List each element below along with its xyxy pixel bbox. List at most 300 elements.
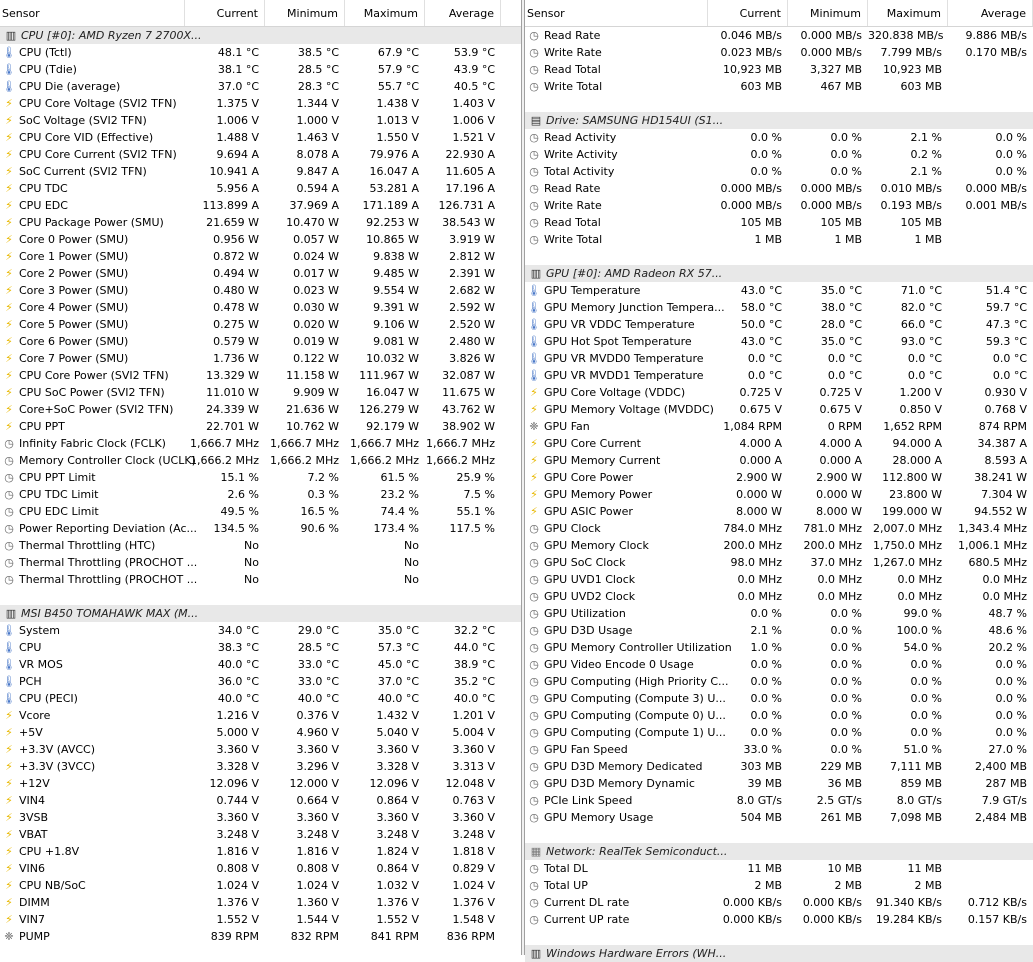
current-value: 0.000 W <box>736 488 782 501</box>
sensor-group-header[interactable] <box>525 945 1033 962</box>
average-value: 1,343.4 MHz <box>957 522 1027 535</box>
maximum-value: 0.010 MB/s <box>880 182 942 195</box>
column-header-maximum[interactable]: Maximum <box>345 0 425 26</box>
average-value: 43.762 W <box>442 403 495 416</box>
minimum-value: 0.0 % <box>830 165 862 178</box>
sensor-row[interactable] <box>525 537 1033 554</box>
sensor-label: Total DL <box>544 862 588 875</box>
sensor-label: Thermal Throttling (HTC) <box>19 539 156 552</box>
minimum-value: 0.0 °C <box>827 369 862 382</box>
sensor-row[interactable] <box>525 894 1033 911</box>
sensor-name <box>525 61 708 78</box>
sensor-name <box>0 639 185 656</box>
average-value <box>948 61 1033 78</box>
sensor-row[interactable] <box>0 503 521 520</box>
sensor-row[interactable] <box>525 61 1033 78</box>
maximum-value: No <box>404 556 419 569</box>
sensor-row[interactable] <box>525 78 1033 95</box>
sensor-row[interactable] <box>525 282 1033 299</box>
sensor-row[interactable] <box>525 214 1033 231</box>
clock-icon: ◷ <box>4 504 14 518</box>
sensor-name <box>525 418 708 435</box>
maximum-value: 199.000 W <box>882 505 942 518</box>
minimum-value: 0.000 MB/s <box>800 182 862 195</box>
sensor-name <box>0 44 185 61</box>
sensor-row[interactable] <box>0 78 521 95</box>
sensor-label: Core 6 Power (SMU) <box>19 335 129 348</box>
sensor-row[interactable] <box>0 146 521 163</box>
clock-icon: ◷ <box>529 164 539 178</box>
minimum-value: 1.463 V <box>296 131 339 144</box>
average-value: 3.919 W <box>449 233 495 246</box>
average-value: 38.543 W <box>442 216 495 229</box>
maximum-value: 19.284 KB/s <box>875 913 942 926</box>
minimum-value: 0.725 V <box>819 386 862 399</box>
average-value: 34.387 A <box>977 437 1027 450</box>
sensor-row[interactable] <box>0 418 521 435</box>
sensor-name <box>525 299 725 316</box>
minimum-value: 0.0 MHz <box>817 590 862 603</box>
sensor-name <box>525 537 708 554</box>
sensor-row[interactable] <box>0 809 521 826</box>
column-header-minimum[interactable]: Minimum <box>265 0 345 26</box>
column-header-sensor[interactable]: Sensor <box>525 0 708 26</box>
sensor-row[interactable] <box>0 163 521 180</box>
maximum-value: 1,652 RPM <box>883 420 942 433</box>
sensor-name <box>525 452 708 469</box>
average-value <box>425 571 501 588</box>
average-value: 0.157 KB/s <box>967 913 1027 926</box>
sensor-group-header[interactable] <box>0 605 521 622</box>
clock-icon: ◷ <box>529 589 539 603</box>
average-value: 3.360 V <box>452 811 495 824</box>
sensor-name <box>0 129 185 146</box>
sensor-row[interactable] <box>0 452 521 469</box>
sensor-row[interactable] <box>525 809 1033 826</box>
column-header-current[interactable]: Current <box>708 0 788 26</box>
sensor-name <box>525 180 708 197</box>
sensor-row[interactable] <box>0 214 521 231</box>
sensor-label: VIN7 <box>19 913 45 926</box>
lightning-icon: ⚡ <box>5 334 13 348</box>
sensor-row[interactable] <box>525 758 1033 775</box>
sensor-row[interactable] <box>0 622 521 639</box>
sensor-row[interactable] <box>0 384 521 401</box>
sensor-row[interactable] <box>0 367 521 384</box>
maximum-value: 1.013 V <box>376 114 419 127</box>
current-value: 1.488 V <box>216 131 259 144</box>
sensor-name <box>525 350 708 367</box>
sensor-row[interactable] <box>0 690 521 707</box>
sensor-row[interactable] <box>0 826 521 843</box>
sensor-row[interactable] <box>525 656 1033 673</box>
sensor-name <box>0 486 185 503</box>
minimum-value: 200.0 MHz <box>803 539 862 552</box>
sensor-label: Core 0 Power (SMU) <box>19 233 129 246</box>
sensor-row[interactable] <box>0 350 521 367</box>
sensor-row[interactable] <box>525 350 1033 367</box>
group-label-text: Network: RealTek Semiconduct... <box>546 845 728 858</box>
current-value: 0.725 V <box>739 386 782 399</box>
average-value: 25.9 % <box>456 471 495 484</box>
minimum-value: 0.0 MHz <box>817 573 862 586</box>
sensor-row[interactable] <box>525 571 1033 588</box>
fan-icon: ❈ <box>529 419 539 433</box>
sensor-name <box>0 673 185 690</box>
sensor-row[interactable] <box>0 129 521 146</box>
sensor-name <box>0 758 185 775</box>
sensor-label: CPU <box>19 641 42 654</box>
current-value: 3.360 V <box>216 743 259 756</box>
sensor-row[interactable] <box>525 418 1033 435</box>
sensor-row[interactable] <box>525 877 1033 894</box>
group-label-text: Windows Hardware Errors (WH... <box>546 947 727 960</box>
sensor-name <box>0 707 185 724</box>
sensor-row[interactable] <box>525 622 1033 639</box>
sensor-row[interactable] <box>525 333 1033 350</box>
lightning-icon: ⚡ <box>5 725 13 739</box>
average-value: 0.0 °C <box>992 352 1027 365</box>
spacer-row <box>525 95 1033 112</box>
sensor-row[interactable] <box>0 248 521 265</box>
column-header-average[interactable]: Average <box>425 0 501 26</box>
sensor-row[interactable] <box>0 282 521 299</box>
sensor-row[interactable] <box>525 741 1033 758</box>
spacer-row <box>0 588 521 605</box>
thermometer-icon: 🌡 <box>527 300 541 314</box>
sensor-row[interactable] <box>0 95 521 112</box>
sensor-name <box>0 197 185 214</box>
average-value: 2,400 MB <box>974 760 1027 773</box>
average-value: 1.201 V <box>452 709 495 722</box>
minimum-value: 10 MB <box>827 862 862 875</box>
sensor-name <box>0 911 185 928</box>
sensor-group-header[interactable] <box>525 265 1033 282</box>
sensor-row[interactable] <box>525 452 1033 469</box>
minimum-value: 0 RPM <box>827 420 862 433</box>
minimum-value: 0.0 % <box>830 624 862 637</box>
minimum-value: 467 MB <box>820 80 862 93</box>
sensor-group-header[interactable] <box>525 112 1033 129</box>
sensor-row[interactable] <box>525 639 1033 656</box>
average-value: 0.170 MB/s <box>965 46 1027 59</box>
clock-icon: ◷ <box>4 436 14 450</box>
column-header-maximum[interactable]: Maximum <box>868 0 948 26</box>
average-value: 0.0 % <box>995 148 1027 161</box>
sensor-row[interactable] <box>0 112 521 129</box>
minimum-value: 0.808 V <box>296 862 339 875</box>
current-value: 0.956 W <box>213 233 259 246</box>
minimum-value: 0.664 V <box>296 794 339 807</box>
sensor-row[interactable] <box>0 928 521 945</box>
sensor-row[interactable] <box>0 724 521 741</box>
sensor-row[interactable] <box>525 673 1033 690</box>
sensor-row[interactable] <box>0 554 521 571</box>
sensor-row[interactable] <box>0 911 521 928</box>
average-value: 0.0 MHz <box>982 573 1027 586</box>
clock-icon: ◷ <box>529 878 539 892</box>
minimum-value: 0.3 % <box>307 488 339 501</box>
current-value: 13.329 W <box>206 369 259 382</box>
sensor-row[interactable] <box>0 61 521 78</box>
current-value: 38.3 °C <box>217 641 259 654</box>
sensor-row[interactable] <box>525 520 1033 537</box>
sensor-group-header[interactable] <box>525 843 1033 860</box>
sensor-name <box>0 894 185 911</box>
sensor-row[interactable] <box>0 639 521 656</box>
sensor-row[interactable] <box>525 129 1033 146</box>
sensor-row[interactable] <box>0 673 521 690</box>
group-label <box>525 945 1033 962</box>
average-value: 1.376 V <box>452 896 495 909</box>
current-value: 10,923 MB <box>722 63 782 76</box>
current-value: 0.000 A <box>739 454 782 467</box>
sensor-name <box>525 520 708 537</box>
minimum-value: 21.636 W <box>286 403 339 416</box>
maximum-value: 0.0 % <box>910 658 942 671</box>
sensor-row[interactable] <box>525 163 1033 180</box>
sensor-row[interactable] <box>525 384 1033 401</box>
lightning-icon: ⚡ <box>5 827 13 841</box>
sensor-row[interactable] <box>0 265 521 282</box>
minimum-value: 28.0 °C <box>820 318 862 331</box>
sensor-row[interactable] <box>0 180 521 197</box>
sensor-row[interactable] <box>0 299 521 316</box>
current-value: 5.956 A <box>216 182 259 195</box>
current-value: 0.275 W <box>213 318 259 331</box>
sensor-row[interactable] <box>525 180 1033 197</box>
sensor-name <box>525 571 708 588</box>
fan-icon: ❈ <box>4 929 14 943</box>
sensor-group-header[interactable] <box>0 27 521 44</box>
sensor-row[interactable] <box>0 316 521 333</box>
average-value: 0.0 % <box>995 131 1027 144</box>
average-value: 1,666.2 MHz <box>425 454 495 467</box>
sensor-row[interactable] <box>0 894 521 911</box>
sensor-label: Read Rate <box>544 29 601 42</box>
sensor-name <box>525 877 708 894</box>
sensor-label: Write Activity <box>544 148 618 161</box>
sensor-row[interactable] <box>525 469 1033 486</box>
sensor-row[interactable] <box>525 146 1033 163</box>
average-value: 0.0 % <box>995 692 1027 705</box>
sensor-row[interactable] <box>0 520 521 537</box>
lightning-icon: ⚡ <box>5 130 13 144</box>
minimum-value <box>265 537 345 554</box>
sensor-row[interactable] <box>525 690 1033 707</box>
lightning-icon: ⚡ <box>5 266 13 280</box>
clock-icon: ◷ <box>529 861 539 875</box>
average-value: 3.360 V <box>452 743 495 756</box>
maximum-value: 67.9 °C <box>377 46 419 59</box>
clock-icon: ◷ <box>4 487 14 501</box>
sensor-row[interactable] <box>525 316 1033 333</box>
current-value: 21.659 W <box>206 216 259 229</box>
average-value: 48.7 % <box>988 607 1027 620</box>
minimum-value: 0.594 A <box>296 182 339 195</box>
sensor-row[interactable] <box>525 554 1033 571</box>
sensor-row[interactable] <box>0 792 521 809</box>
sensor-row[interactable] <box>525 707 1033 724</box>
sensor-label: Read Rate <box>544 182 601 195</box>
sensor-row[interactable] <box>525 435 1033 452</box>
average-value: 7.5 % <box>463 488 495 501</box>
sensor-label: VBAT <box>19 828 48 841</box>
sensor-name <box>0 571 198 588</box>
sensor-row[interactable] <box>525 299 1033 316</box>
column-header-average[interactable]: Average <box>948 0 1033 26</box>
sensor-row[interactable] <box>525 588 1033 605</box>
sensor-row[interactable] <box>525 44 1033 61</box>
average-value: 1.521 V <box>452 131 495 144</box>
sensor-row[interactable] <box>0 333 521 350</box>
average-value: 1.024 V <box>452 879 495 892</box>
sensor-name <box>0 248 185 265</box>
average-value: 836 RPM <box>446 930 495 943</box>
sensor-row[interactable] <box>0 401 521 418</box>
sensor-row[interactable] <box>0 741 521 758</box>
sensor-row[interactable] <box>525 911 1033 928</box>
sensor-row[interactable] <box>0 656 521 673</box>
minimum-value: 832 RPM <box>290 930 339 943</box>
sensor-row[interactable] <box>0 775 521 792</box>
minimum-value: 105 MB <box>820 216 862 229</box>
sensor-row[interactable] <box>0 435 521 452</box>
sensor-row[interactable] <box>0 758 521 775</box>
sensor-row[interactable] <box>525 197 1033 214</box>
clock-icon: ◷ <box>529 215 539 229</box>
sensor-row[interactable] <box>0 231 521 248</box>
sensor-label: +3.3V (AVCC) <box>19 743 96 756</box>
sensor-name <box>0 401 185 418</box>
sensor-label: VIN6 <box>19 862 45 875</box>
current-value: 33.0 % <box>743 743 782 756</box>
maximum-value: 45.0 °C <box>377 658 419 671</box>
clock-icon: ◷ <box>4 538 14 552</box>
sensor-label: CPU SoC Power (SVI2 TFN) <box>19 386 165 399</box>
current-value: 49.5 % <box>220 505 259 518</box>
current-value: 1.0 % <box>750 641 782 654</box>
thermometer-icon: 🌡 <box>2 657 16 671</box>
minimum-value: 0.0 % <box>830 148 862 161</box>
sensor-label: Write Rate <box>544 46 602 59</box>
clock-icon: ◷ <box>529 606 539 620</box>
sensor-row[interactable] <box>525 503 1033 520</box>
maximum-value: 0.0 MHz <box>897 573 942 586</box>
sensor-row[interactable] <box>0 571 521 588</box>
minimum-value: 781.0 MHz <box>803 522 862 535</box>
average-value: 32.2 °C <box>453 624 495 637</box>
average-value <box>948 877 1033 894</box>
sensor-name <box>0 792 185 809</box>
sensor-row[interactable] <box>0 843 521 860</box>
column-header-sensor[interactable]: Sensor <box>0 0 185 26</box>
clock-icon: ◷ <box>529 776 539 790</box>
sensor-label: Thermal Throttling (PROCHOT ... <box>19 573 198 586</box>
sensor-row[interactable] <box>525 367 1033 384</box>
sensor-name <box>0 809 185 826</box>
minimum-value: 7.2 % <box>307 471 339 484</box>
sensor-label: +12V <box>19 777 50 790</box>
sensor-row[interactable] <box>0 44 521 61</box>
average-value: 11.605 A <box>445 165 495 178</box>
current-value: 12.096 V <box>209 777 259 790</box>
minimum-value: 0.030 W <box>293 301 339 314</box>
current-value: 0.000 MB/s <box>720 199 782 212</box>
sensor-label: Total UP <box>544 879 588 892</box>
sensor-row[interactable] <box>0 197 521 214</box>
minimum-value: 0.0 % <box>830 131 862 144</box>
column-header-minimum[interactable]: Minimum <box>788 0 868 26</box>
minimum-value: 1.024 V <box>296 879 339 892</box>
sensor-row[interactable] <box>525 724 1033 741</box>
sensor-label: DIMM <box>19 896 50 909</box>
current-value: 0.872 W <box>213 250 259 263</box>
maximum-value: 7,098 MB <box>889 811 942 824</box>
sensor-row[interactable] <box>525 231 1033 248</box>
sensor-row[interactable] <box>525 775 1033 792</box>
maximum-value: 99.0 % <box>903 607 942 620</box>
sensor-row[interactable] <box>0 486 521 503</box>
average-value: 94.552 W <box>974 505 1027 518</box>
clock-icon: ◷ <box>4 521 14 535</box>
maximum-value: 0.0 °C <box>907 352 942 365</box>
current-value: 839 RPM <box>210 930 259 943</box>
sensor-label: CPU TDC <box>19 182 68 195</box>
sensor-row[interactable] <box>0 537 521 554</box>
clock-icon: ◷ <box>4 555 14 569</box>
current-value: 4.000 A <box>739 437 782 450</box>
sensor-label: GPU VR MVDD0 Temperature <box>544 352 704 365</box>
minimum-value: 0.675 V <box>819 403 862 416</box>
minimum-value: 0.376 V <box>296 709 339 722</box>
sensor-row[interactable] <box>0 469 521 486</box>
sensor-row[interactable] <box>0 707 521 724</box>
maximum-value: 94.000 A <box>892 437 942 450</box>
maximum-value: 1.376 V <box>376 896 419 909</box>
thermometer-icon: 🌡 <box>2 691 16 705</box>
sensor-row[interactable] <box>525 605 1033 622</box>
sensor-label: CPU Core Voltage (SVI2 TFN) <box>19 97 177 110</box>
current-value: 200.0 MHz <box>723 539 782 552</box>
sensor-row[interactable] <box>0 860 521 877</box>
minimum-value: 0.000 KB/s <box>802 896 862 909</box>
sensor-row[interactable] <box>525 486 1033 503</box>
current-value: 43.0 °C <box>740 284 782 297</box>
average-value: 1.818 V <box>452 845 495 858</box>
sensor-label: GPU Memory Current <box>544 454 661 467</box>
sensor-row[interactable] <box>525 27 1033 44</box>
sensor-label: PCIe Link Speed <box>544 794 633 807</box>
sensor-row[interactable] <box>525 792 1033 809</box>
group-label <box>525 843 1033 860</box>
average-value: 11.675 W <box>442 386 495 399</box>
current-value: 784.0 MHz <box>723 522 782 535</box>
sensor-row[interactable] <box>0 877 521 894</box>
current-value: 0.000 KB/s <box>722 913 782 926</box>
sensor-row[interactable] <box>525 860 1033 877</box>
column-header-current[interactable]: Current <box>185 0 265 26</box>
minimum-value: 0.017 W <box>293 267 339 280</box>
average-value: 38.9 °C <box>453 658 495 671</box>
hdd-icon: ▤ <box>530 113 542 127</box>
sensor-name <box>0 537 185 554</box>
maximum-value: 61.5 % <box>380 471 419 484</box>
sensor-row[interactable] <box>525 401 1033 418</box>
lightning-icon: ⚡ <box>5 215 13 229</box>
lightning-icon: ⚡ <box>5 708 13 722</box>
clock-icon: ◷ <box>529 521 539 535</box>
